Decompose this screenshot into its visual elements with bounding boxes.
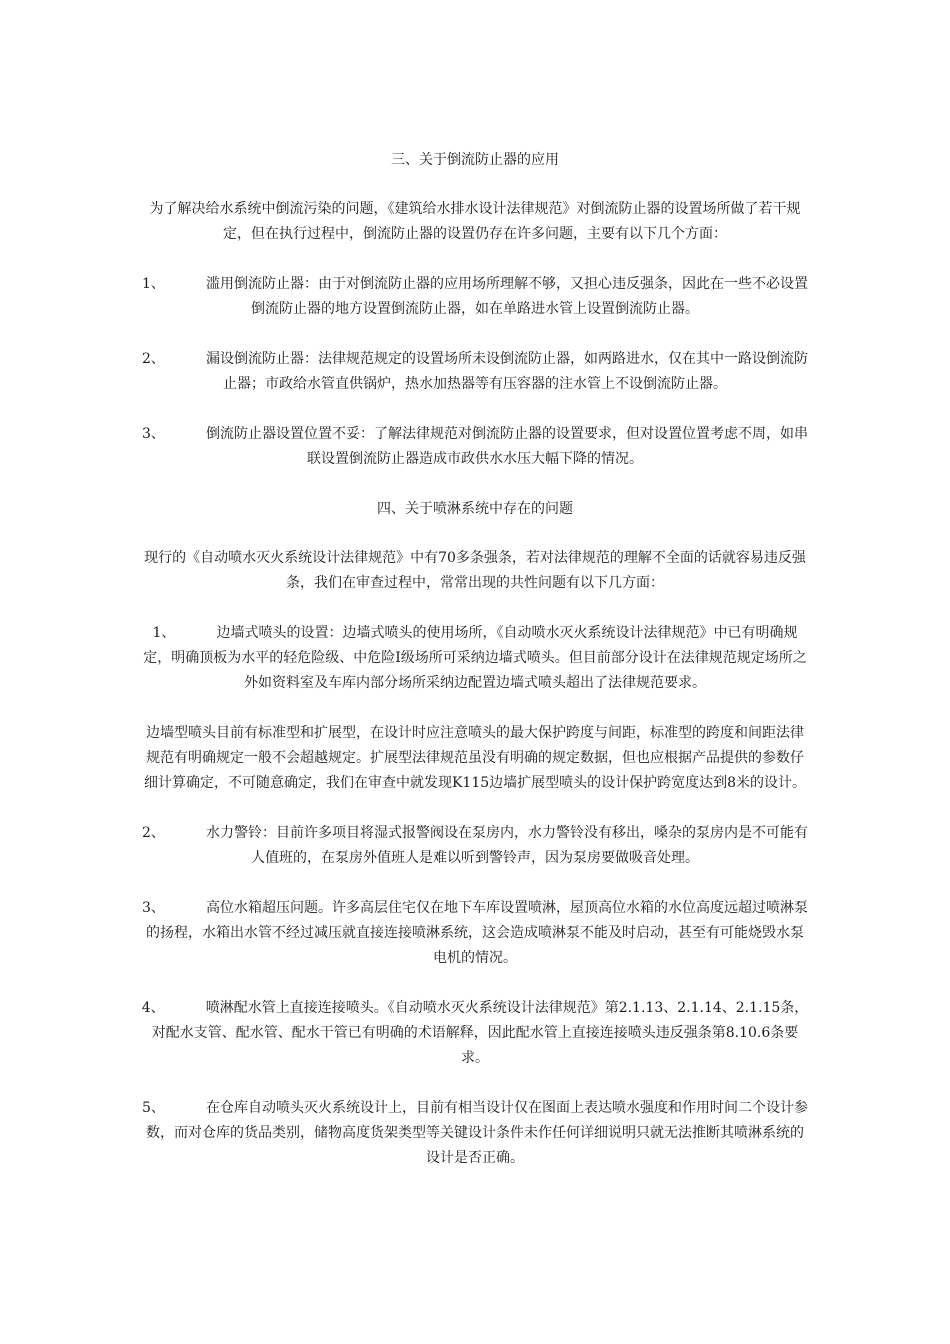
item-number: 3、 xyxy=(142,426,165,442)
section3-item-3 xyxy=(140,422,810,472)
section3-title: 三、关于倒流防止器的应用 xyxy=(391,152,559,168)
section4-item-1 xyxy=(140,621,810,696)
section4-item-4 xyxy=(140,996,810,1071)
item-text: 漏设倒流防止器：法律规范规定的设置场所未设倒流防止器，如两路进水，仅在其中一路设倒流防止器；市政给水管直供锅炉，热水加热器等有压容器的注水管上不设倒流防止器。 xyxy=(206,351,808,392)
section3-item-1 xyxy=(140,272,810,322)
section4-title: 四、关于喷淋系统中存在的问题 xyxy=(377,501,573,517)
section4-item-2 xyxy=(140,821,810,871)
item-number: 3、 xyxy=(142,900,165,916)
item-text: 倒流防止器设置位置不妥：了解法律规范对倒流防止器的设置要求，但对设置位置考虑不周，如串联设置倒流防止器造成市政供水水压大幅下降的情况。 xyxy=(206,426,808,467)
section4-note: 边墙型喷头目前有标准型和扩展型，在设计时应注意喷头的最大保护跨度与间距，标准型的跨度和间距法律规范有明确规定一般不会超越规定。扩展型法律规范虽没有明确的规定数据，但也应根据产品提供的参数仔细计算确定，不可随意确定，我们在审查中就发现K115边墙扩展型喷头的设计保护跨宽度达到8米的设计。 xyxy=(143,725,807,791)
item-number: 1、 xyxy=(152,625,176,641)
item-text: 边墙式喷头的设置：边墙式喷头的使用场所，《自动喷水灭火系统设计法律规范》中已有明确规定，明确顶板为水平的轻危险级、中危险Ⅰ级场所可采纳边墙式喷头。但目前部分设计在法律规范规定场所之外如资料室及车库内部分场所采纳边配置边墙式喷头超出了法律规范要求。 xyxy=(143,625,807,691)
item-number: 4、 xyxy=(141,1000,165,1016)
item-number: 2、 xyxy=(142,351,165,367)
item-text: 水力警铃：目前许多项目将湿式报警阀设在泵房内，水力警铃没有移出，嗓杂的泵房内是不可能有人值班的，在泵房外值班人是难以听到警铃声，因为泵房要做吸音处理。 xyxy=(206,825,808,866)
section3-item-2 xyxy=(140,347,810,397)
item-number: 2、 xyxy=(142,825,165,841)
item-text: 滥用倒流防止器：由于对倒流防止器的应用场所理解不够，又担心违反强条，因此在一些不必设置倒流防止器的地方设置倒流防止器，如在单路进水管上设置倒流防止器。 xyxy=(206,276,808,317)
section3-intro: 为了解决给水系统中倒流污染的问题，《建筑给水排水设计法律规范》对倒流防止器的设置场所做了若干规定，但在执行过程中，倒流防止器的设置仍存在许多问题，主要有以下几个方面： xyxy=(149,201,801,242)
item-number: 1、 xyxy=(142,276,165,292)
section4-item-5 xyxy=(140,1096,810,1171)
document-page xyxy=(140,148,810,1196)
item-text: 喷淋配水管上直接连接喷头。《自动喷水灭火系统设计法律规范》第2.1.13、2.1.14、2.1.15条，对配水支管、配水管、配水干管已有明确的术语解释，因此配水管上直接连接喷头违反强条第8.10.6条要求。 xyxy=(151,1000,809,1066)
item-text: 在仓库自动喷头灭火系统设计上，目前有相当设计仅在图面上表达喷水强度和作用时间二个设计参数，而对仓库的货品类别，储物高度货架类型等关键设计条件未作任何详细说明只就无法推断其喷淋系统的设计是否正确。 xyxy=(146,1100,808,1166)
section4-intro: 现行的《自动喷水灭火系统设计法律规范》中有70多条强条，若对法律规范的理解不全面的话就容易违反强条，我们在审查过程中，常常出现的共性问题有以下几方面： xyxy=(144,550,806,591)
item-text: 高位水箱超压问题。许多高层住宅仅在地下车库设置喷淋，屋顶高位水箱的水位高度远超过喷淋泵的扬程，水箱出水管不经过减压就直接连接喷淋系统，这会造成喷淋泵不能及时启动，甚至有可能烧毁水泵电机的情况。 xyxy=(146,900,808,966)
item-number: 5、 xyxy=(142,1100,165,1116)
section4-item-3 xyxy=(140,896,810,971)
